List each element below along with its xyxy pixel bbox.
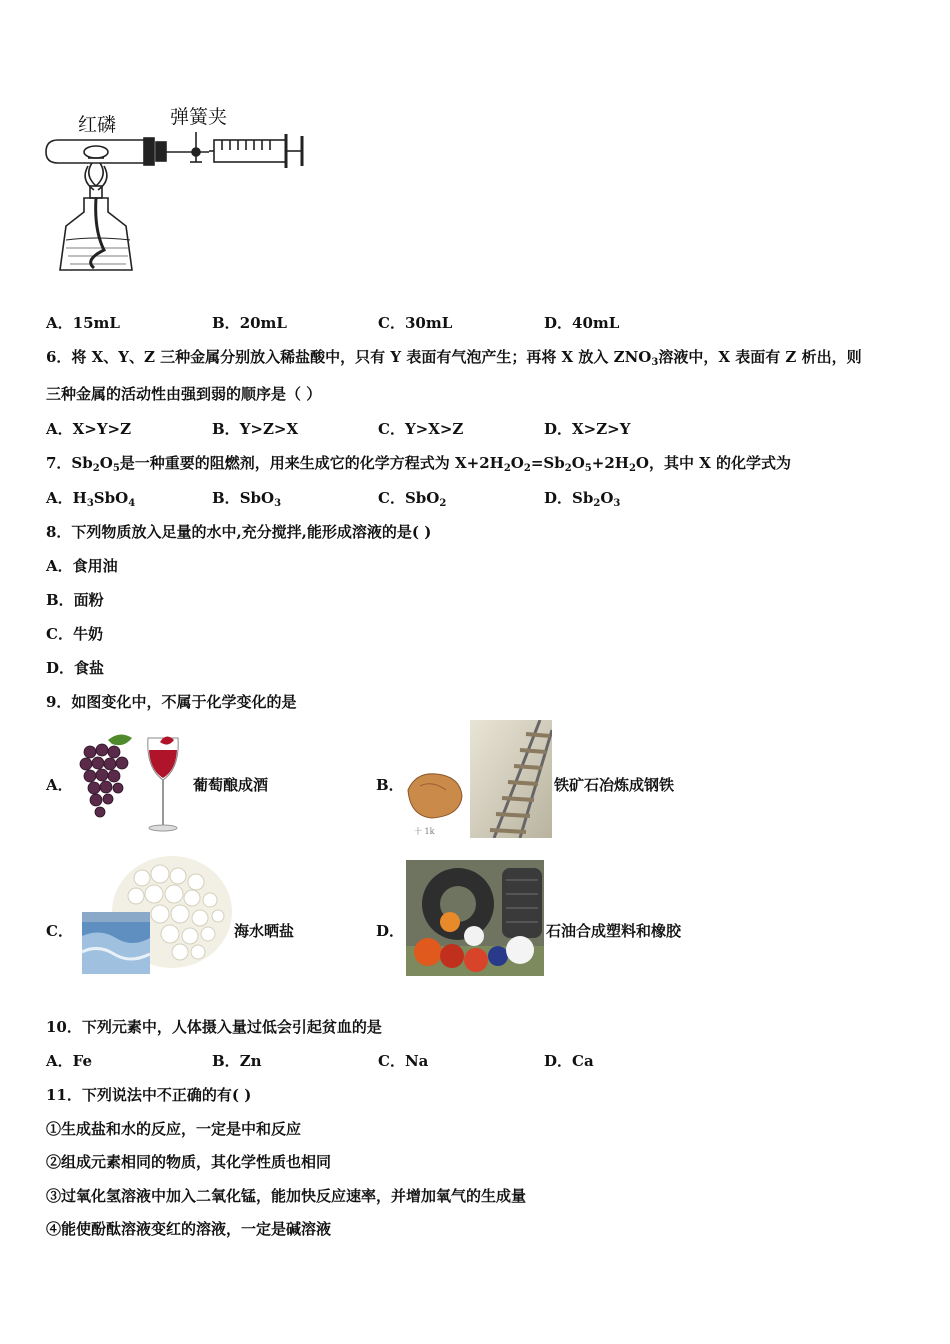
- q6-option-c: C．Y>X>Z: [378, 420, 464, 438]
- q11-item-3: ③过氧化氢溶液中加入二氧化锰，能加快反应速率，并增加氧气的生成量: [46, 1187, 527, 1205]
- q9-option-d-letter: D．: [376, 922, 405, 940]
- q11-item-4: ④能使酚酞溶液变红的溶液，一定是碱溶液: [46, 1220, 332, 1238]
- sea-salt-picture: [80, 856, 232, 976]
- q9-option-a-caption: 葡萄酿成酒: [193, 776, 269, 794]
- apparatus-drawing: [44, 100, 314, 280]
- q6-option-a: A．X>Y>Z: [46, 420, 132, 438]
- q10-stem: 10．下列元素中，人体摄入量过低会引起贫血的是: [46, 1018, 382, 1036]
- q9-option-d-caption: 石油合成塑料和橡胶: [546, 922, 682, 940]
- q9-option-b-letter: B．: [376, 776, 404, 794]
- q8-option-a: A．食用油: [46, 557, 118, 575]
- q6-option-b: B．Y>Z>X: [212, 420, 299, 438]
- apparatus-figure: [44, 100, 314, 280]
- q7-option-a: A．$H_3SbO_4$: [46, 489, 136, 509]
- q11-stem: 11．下列说法中不正确的有( ): [46, 1086, 252, 1104]
- q5-option-b: B．20mL: [212, 314, 287, 332]
- q11-item-1: ①生成盐和水的反应，一定是中和反应: [46, 1120, 302, 1138]
- grape-wine-picture: [76, 728, 188, 840]
- q8-option-b: B．面粉: [46, 591, 104, 609]
- q5-option-d: D．40mL: [544, 314, 620, 332]
- q8-option-d: D．食盐: [46, 659, 105, 677]
- iron-ore-rail-picture: [402, 720, 552, 838]
- q7-option-b: B．SbO$_3$: [212, 489, 282, 509]
- label-spring-clip: 弹簧夹: [170, 106, 228, 128]
- q7-option-d: D．$Sb_2O_3$: [544, 489, 621, 509]
- q9-option-b-photo-note: 十 1k: [414, 827, 435, 836]
- q9-option-b-caption: 铁矿石冶炼成钢铁: [554, 776, 675, 794]
- q11-item-2: ②组成元素相同的物质，其化学性质也相同: [46, 1153, 332, 1171]
- q10-option-a: A．Fe: [46, 1052, 93, 1070]
- q9-option-c-caption: 海水晒盐: [234, 922, 295, 940]
- q7-stem: 7．$Sb_2O_5$是一种重要的阻燃剂，用来生成它的化学方程式为 $X+2H_2O_2=Sb_2O_5+2H_2O$，其中 X 的化学式为: [46, 454, 792, 474]
- q6-stem-line1: 6．将 X、Y、Z 三种金属分别放入稀盐酸中，只有 Y 表面有气泡产生；再将 X 放入 $ZNO_3$溶液中，X 表面有 Z 析出，则: [46, 348, 862, 368]
- q9-stem: 9．如图变化中，不属于化学变化的是: [46, 693, 297, 711]
- plastic-rubber-picture: [406, 860, 544, 976]
- q7-option-c: C．SbO$_2$: [378, 489, 447, 509]
- q9-option-c-letter: C．: [46, 922, 73, 940]
- q5-option-a: A．15mL: [46, 314, 120, 332]
- q8-option-c: C．牛奶: [46, 625, 103, 643]
- q6-stem-line2: 三种金属的活动性由强到弱的顺序是（ ）: [46, 385, 322, 403]
- q8-stem: 8．下列物质放入足量的水中,充分搅拌,能形成溶液的是( ): [46, 523, 432, 541]
- q10-option-d: D．Ca: [544, 1052, 594, 1070]
- label-red-phosphorus: 红磷: [78, 114, 117, 136]
- q5-option-c: C．30mL: [378, 314, 453, 332]
- q10-option-b: B．Zn: [212, 1052, 262, 1070]
- q6-option-d: D．X>Z>Y: [544, 420, 631, 438]
- q10-option-c: C．Na: [378, 1052, 429, 1070]
- q9-option-a-letter: A．: [46, 776, 73, 794]
